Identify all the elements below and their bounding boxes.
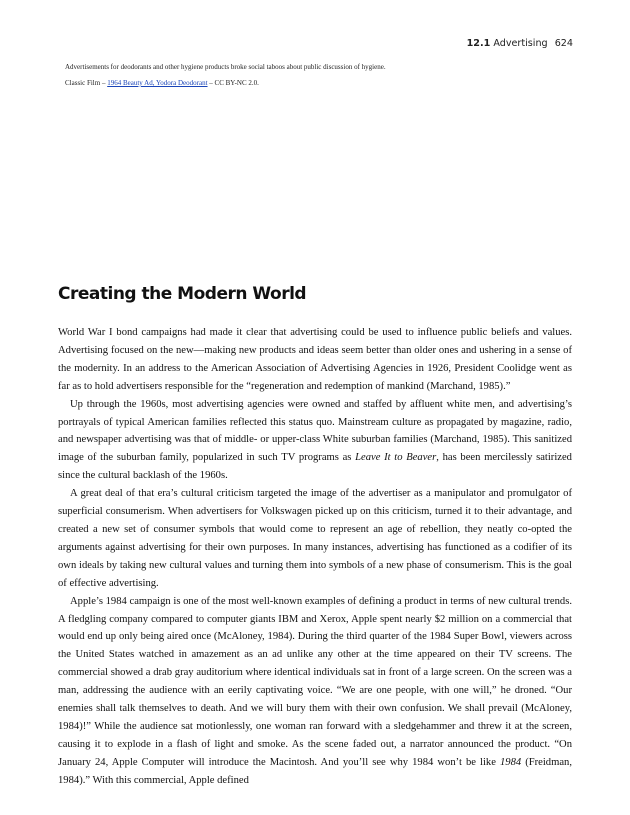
paragraph: A great deal of that era’s cultural criticism targeted the image of the advertiser as a manipulator and promulgator of superficial consumerism. When advertisers for Volkswagen picked up on this criticism, turned it to their advantage, and created a new set of consumer symbols that would come to represent an age of rebellion, they neatly co-opted the arguments against advertising for their own purposes. In many instances, advertising has functioned as a codifier of its own ideals by taking new cultural values and turning them into symbols of a new phase of consumerism. This is the goal of effective advertising. [58, 488, 572, 589]
caption-text: Advertisements for deodorants and other hygiene products broke social taboos about public discussion of hygiene. [65, 63, 386, 71]
header-page-number: 624 [554, 38, 573, 49]
text-run: , has been mercilessly satirized since the cultural backlash of the 1960s. [58, 452, 572, 482]
credit-prefix: Classic Film – [65, 79, 108, 87]
running-header [467, 38, 573, 49]
text-run: Up through the 1960s, most advertising agencies were owned and staffed by affluent white men, and advertising’s portrayals of typical American families reflected this status quo. Mainstream culture as propagated by magazine, radio, and newspaper advertising was that of middle- or upper-class White suburban families (Marchand, 1985). This sanitized image of the suburban family, popularized in such TV programs as [58, 398, 572, 464]
figure-caption [57, 60, 387, 91]
text-run: Apple’s 1984 campaign is one of the most well-known examples of defining a product in terms of new cultural trends. A fledgling company compared to computer giants IBM and Xerox, Apple spent nearly $2 million on a commercial that would end up only being aired once (McAloney, 1984). During the third quarter of the 1984 Super Bowl, viewers across the United States watched in amazement as an ad unlike any other at the time appeared on their TV screens. The commercial showed a drab gray auditorium where identical individuals sat in front of a large screen. On the screen was a man, addressing the audience with an eerily captivating voice. “We are one people, with one will,” he droned. “Our enemies shall talk themselves to death. And we will bury them with their own confusion. We shall prevail (McAloney, 1984)!” While the audience sat motionlessly, one woman ran forward with a sledgehammer and threw it at the screen, causing it to explode in a flash of light and smoke. As the scene faded out, a narrator announced the product. “On January 24, Apple Computer will introduce the Macintosh. And you’ll see why 1984 won’t be like [58, 595, 572, 768]
italic-title: Leave It to Beaver [355, 452, 437, 464]
text-run: (Freidman, 1984).” With this commercial, Apple defined [58, 756, 572, 786]
caption-credit [57, 76, 387, 91]
header-section-number: 12.1 [466, 38, 491, 49]
paragraph [58, 593, 572, 790]
article-body [58, 324, 572, 790]
paragraph [58, 396, 572, 486]
paragraph: World War I bond campaigns had made it clear that advertising could be used to influence public beliefs and values. Advertising focused on the new—making new products and ideas seem better than older ones and ushering in a sense of the modernity. In an address to the American Association of Advertising Agencies in 1926, President Coolidge went as far as to hold advertisers responsible for the “regeneration and redemption of mankind (Marchand, 1985).” [58, 327, 572, 392]
credit-link[interactable]: 1964 Beauty Ad, Yodora Deodorant [107, 79, 208, 87]
credit-suffix: – CC BY-NC 2.0. [207, 79, 259, 87]
header-section-title: Advertising [493, 38, 548, 49]
italic-title: 1984 [499, 756, 522, 768]
section-heading: Creating the Modern World [58, 284, 307, 304]
